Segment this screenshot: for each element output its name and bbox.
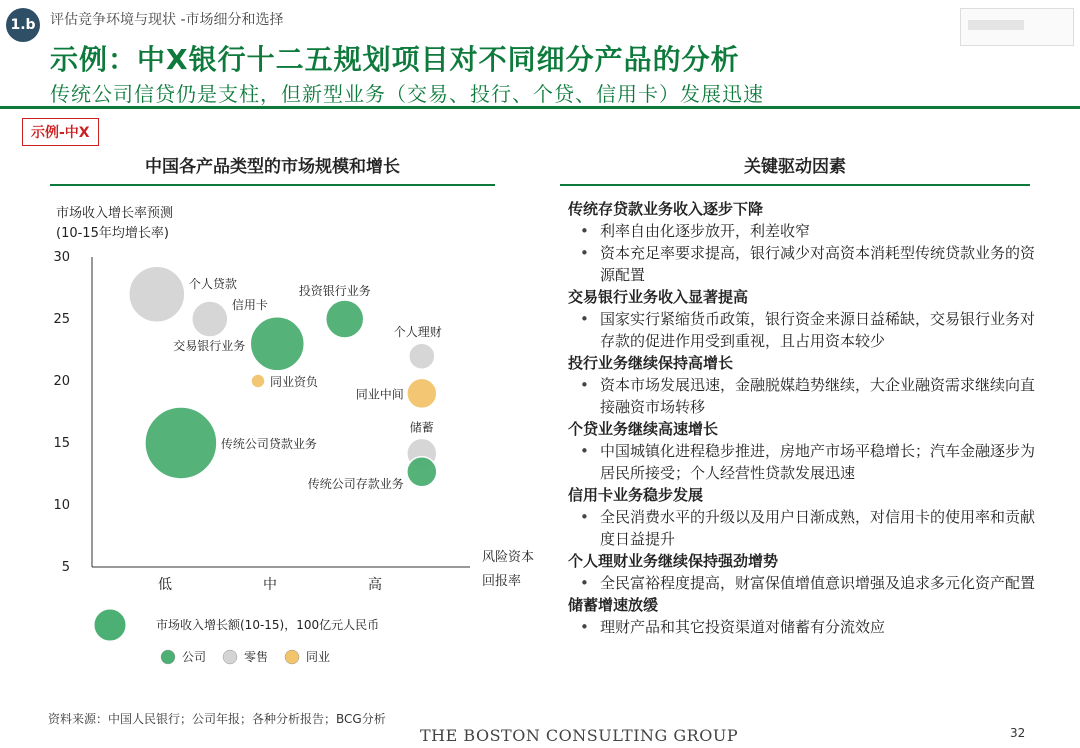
bubble-label: 个人贷款: [188, 277, 237, 292]
bubble-label: 投资银行业务: [298, 284, 371, 298]
driver-item: • 全民消费水平的升级以及用户日渐成熟，对信用卡的使用率和贡献度日益提升: [568, 506, 1038, 550]
driver-heading: 交易银行业务收入显著提高: [568, 288, 749, 306]
y-tick-label: 25: [53, 312, 70, 327]
driver-list: [568, 506, 1038, 550]
right-section-title: 关键驱动因素: [744, 157, 846, 177]
header-divider: [0, 106, 1080, 109]
driver-item: • 资本市场发展迅速，金融脱媒趋势继续，大企业融资需求继续向直接融资市场转移: [568, 374, 1038, 418]
driver-heading: 储蓄增速放缓: [568, 596, 659, 614]
source-note: 资料来源：中国人民银行；公司年报；各种分析报告；BCG分析: [48, 712, 386, 726]
driver-group: [568, 594, 1038, 638]
section-badge: 1.b: [6, 8, 40, 42]
logo-mark-icon: [968, 20, 1024, 30]
page-subtitle: 传统公司信贷仍是支柱，但新型业务（交易、投行、个贷、信用卡）发展迅速: [50, 82, 764, 106]
driver-heading: 信用卡业务稳步发展: [568, 486, 704, 504]
driver-list: [568, 440, 1038, 484]
driver-list: [568, 308, 1038, 352]
y-tick-label: 20: [53, 374, 70, 389]
y-tick-label: 5: [61, 560, 70, 575]
driver-group: [568, 286, 1038, 352]
driver-list: [568, 572, 1038, 594]
bubble-label: 储蓄: [409, 420, 434, 435]
brand-footer: THE BOSTON CONSULTING GROUP: [420, 726, 739, 745]
bubble-label: 传统公司存款业务: [307, 476, 404, 491]
legend-label: 零售: [244, 650, 269, 664]
driver-list: [568, 616, 1038, 638]
driver-heading: 个贷业务继续高速增长: [568, 420, 719, 438]
x-axis-label: 风险资本: [482, 550, 535, 565]
driver-item: • 理财产品和其它投资渠道对储蓄有分流效应: [568, 616, 1038, 638]
bubble-point: [409, 343, 435, 369]
driver-heading: 投行业务继续保持高增长: [568, 354, 734, 372]
driver-item: • 资本充足率要求提高，银行减少对高资本消耗型传统贷款业务的资源配置: [568, 242, 1038, 286]
y-tick-label: 15: [53, 436, 70, 451]
driver-heading: 个人理财业务继续保持强劲增势: [568, 552, 779, 570]
bubble-label: 交易银行业务: [173, 338, 246, 353]
driver-item: • 中国城镇化进程稳步推进，房地产市场平稳增长；汽车金融逐步为居民所接受；个人经营性贷款发展迅速: [568, 440, 1038, 484]
driver-group: [568, 550, 1038, 594]
driver-item: • 全民富裕程度提高，财富保值增值意识增强及追求多元化资产配置: [568, 572, 1038, 594]
bubble-label: 同业资负: [270, 375, 319, 389]
y-axis-label: 市场收入增长率预测: [56, 206, 174, 221]
bubble-point: [145, 407, 217, 479]
bubble-point: [407, 457, 437, 487]
bubble-point: [250, 317, 304, 371]
driver-group: [568, 484, 1038, 550]
driver-list: [568, 374, 1038, 418]
size-legend-label: 市场收入增长额(10-15)，100亿元人民币: [156, 618, 380, 632]
bubble-point: [129, 266, 185, 322]
left-section-title: 中国各产品类型的市场规模和增长: [145, 157, 400, 177]
legend-swatch: [285, 650, 299, 664]
left-section-divider: [50, 184, 495, 186]
y-axis-label-sub: (10-15年均增长率): [56, 226, 169, 241]
x-tick-label: 低: [158, 577, 172, 593]
bubble-point: [251, 374, 265, 388]
page-title: 示例：中X银行十二五规划项目对不同细分产品的分析: [50, 43, 740, 76]
right-section-divider: [560, 184, 1030, 186]
bubble-point: [326, 300, 364, 338]
driver-group: [568, 198, 1038, 286]
driver-group: [568, 352, 1038, 418]
breadcrumb: 评估竞争环境与现状 -市场细分和选择: [50, 12, 284, 28]
x-tick-label: 高: [368, 577, 382, 593]
x-tick-label: 中: [263, 577, 277, 593]
bubble-chart: [0, 195, 540, 675]
legend-label: 公司: [182, 650, 207, 664]
bubble-label: 同业中间: [355, 387, 404, 402]
y-tick-label: 10: [53, 498, 70, 513]
legend-swatch: [161, 650, 175, 664]
page-number: 32: [1010, 726, 1026, 740]
bubble-label: 个人理财: [393, 325, 442, 340]
y-tick-label: 30: [53, 250, 70, 265]
bubble-point: [407, 378, 437, 408]
driver-heading: 传统存贷款业务收入逐步下降: [568, 200, 764, 218]
drivers-panel: [568, 198, 1038, 638]
driver-item: • 国家实行紧缩货币政策，银行资金来源日益稀缺，交易银行业务对存款的促进作用受到重视，且占用资本较少: [568, 308, 1038, 352]
bubble-label: 信用卡: [231, 298, 268, 312]
bubble-point: [192, 301, 228, 337]
bubble-label: 传统公司贷款业务: [220, 437, 317, 451]
example-tag: 示例-中X: [22, 118, 99, 146]
driver-item: • 利率自由化逐步放开，利差收窄: [568, 220, 1038, 242]
driver-group: [568, 418, 1038, 484]
driver-list: [568, 220, 1038, 286]
legend-swatch: [223, 650, 237, 664]
x-axis-label-sub: 回报率: [482, 574, 522, 589]
size-legend-bubble: [94, 609, 126, 641]
legend-label: 同业: [306, 650, 331, 664]
